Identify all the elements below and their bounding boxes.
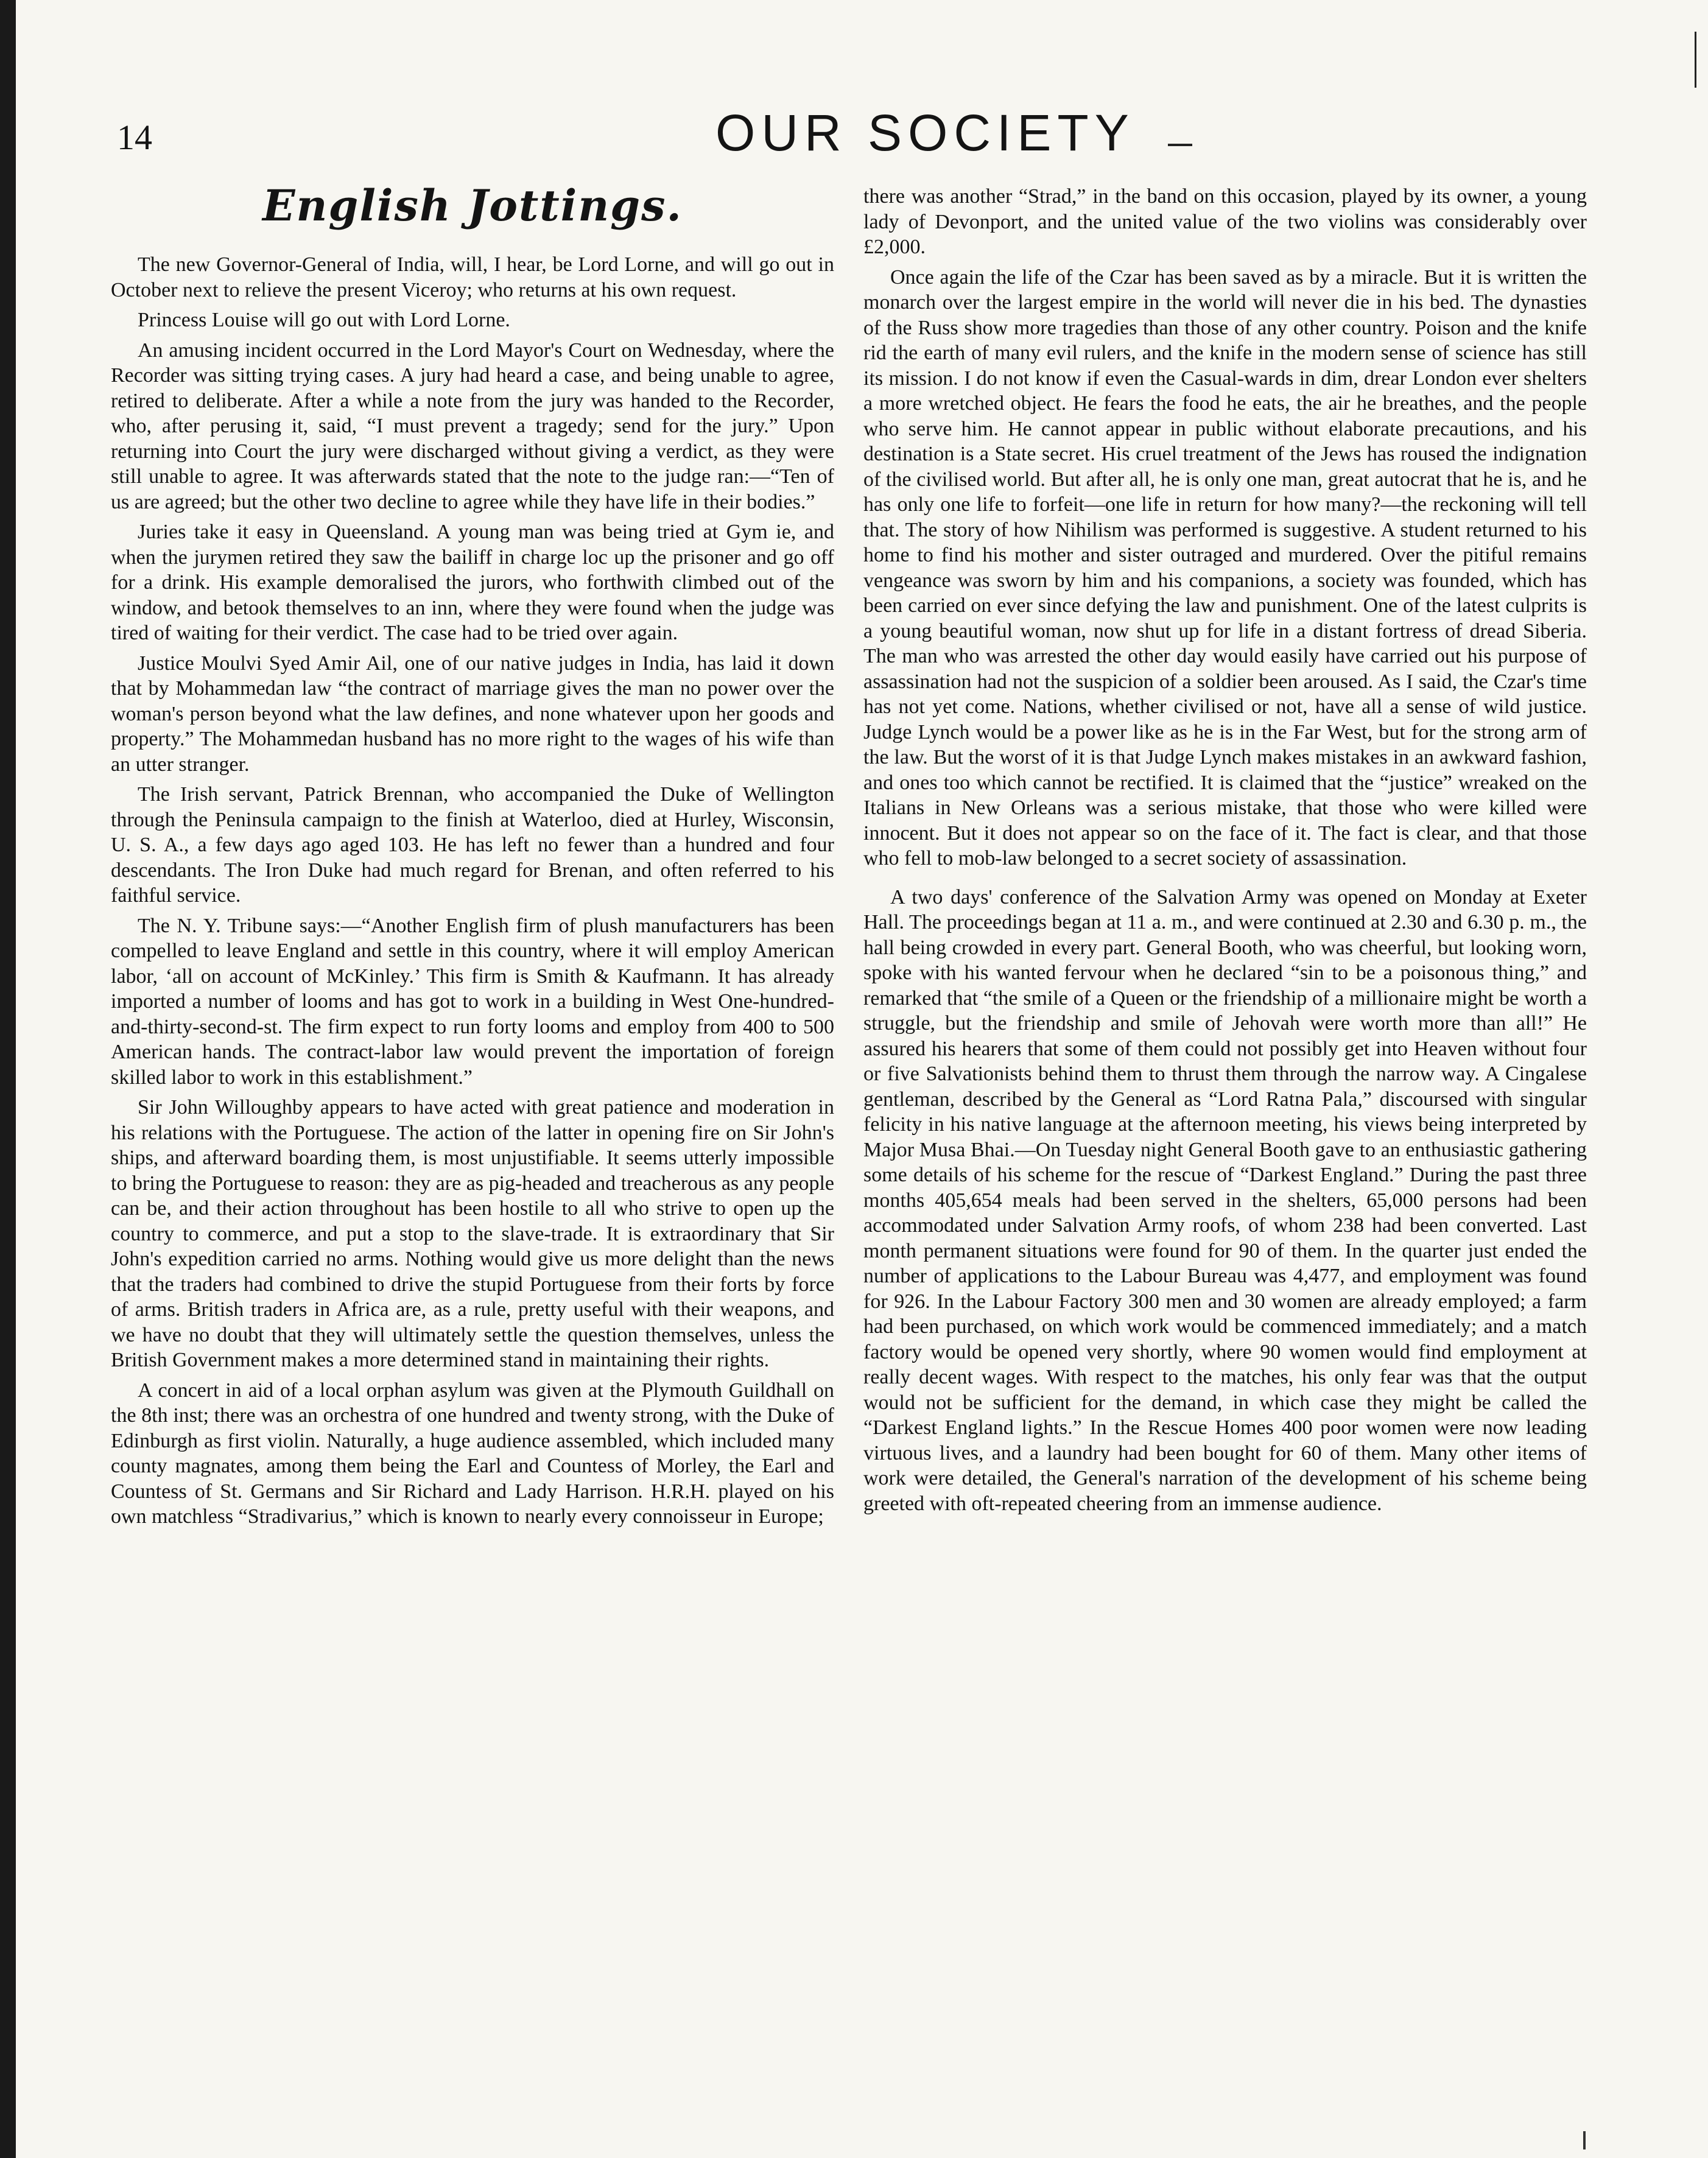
paragraph-lord-mayors-court: An amusing incident occurred in the Lord Mayor's Court on Wednesday, where the Recorder was sitting trying cases. A jury had heard a case, and being unable to agree, retired to deliberate. After a while a note from the jury was handed to the Recorder, who, after perusing it, said, “I must prevent a tragedy; send for the jury.” Upon returning into Court the jury were discharged without giving a verdict, as they were still unable to agree. It was afterwards stated that the note to the judge ran:—“Ten of us are agreed; but the other two decline to agree while they have life in their bodies.” — [111, 339, 834, 513]
paragraph-strad-continued: there was another “Strad,” in the band on this occasion, played by its owner, a young lady of Devonport, and the united value of the two violins was considerably over £2,000. — [863, 185, 1587, 258]
article-title: English Jottings. — [262, 180, 683, 231]
page-number: 14 — [117, 118, 152, 157]
paragraph-mohammedan-law: Justice Moulvi Syed Amir Ail, one of our native judges in India, has laid it down that by Mohammedan law “the contract of marriage gives the man no power over the woman's person beyond what the law defines, and none whatever upon her goods and property.” The Mohammedan husband has no more right to the wages of his wife than an utter stranger. — [111, 652, 834, 776]
paragraph-ny-tribune: The N. Y. Tribune says:—“Another English firm of plush manufacturers has been compelled to leave England and settle in this country, where it will employ American labor, ‘all on account of McKinley.’ This firm is Smith & Kaufmann. It has already imported a number of looms and has got to work in a building in West One-hundred-and-thirty-second-st. The firm expect to run forty looms and employ from 400 to 500 American hands. The contract-labor law would prevent the importation of foreign skilled labor to work in this establishment.” — [111, 914, 834, 1089]
paragraph-salvation-army: A two days' conference of the Salvation Army was opened on Monday at Exeter Hall. The proceedings began at 11 a. m., and were continued at 2.30 and 6.30 p. m., the hall being crowded in every part. General Booth, who was cheerful, but looking worn, spoke with his wanted fervour when he declared “sin to be a poisonous thing,” and remarked that “the smile of a Queen or the friendship of a millionaire might be worth a struggle, but the friendship and smile of Jehovah were worth more than all!” He assured his hearers that some of them could not possibly get into Heaven without four or five Salvationists behind them to thrust them through the narrow way. A Cingalese gentleman, described by the General as “Lord Ratna Pala,” discoursed with singular felicity in his native language at the afternoon meeting, his views being interpreted by Major Musa Bhai.—On Tuesday night General Booth gave to an enthusiastic gathering some details of his scheme for the rescue of “Darkest England.” During the past three months 405,654 meals had been served in the shelters, 65,000 persons had been accommodated under Salvation Army roofs, of whom 238 had been converted. Last month permanent situations were found for 90 of them. In the quarter just ended the number of applications to the Labour Bureau was 4,477, and employment was found for 926. In the Labour Factory 300 men and 30 women are already employed; a farm had been purchased, on which work would be commenced immediately; and a match factory would be opened very shortly, where 90 women would find employment at really decent wages. With respect to the matches, his only fear was that the output would not be sufficient for the demand, in which case they might be called the “Darkest England lights.” In the Rescue Homes 400 poor women were now leading virtuous lives, and a laundry had been bought for 60 of them. Many other items of work were detailed, the General's narration of the development of his scheme being greeted with oft-repeated cheering from an immense audience. — [863, 885, 1587, 1515]
paragraph-queensland-juries: Juries take it easy in Queensland. A young man was being tried at Gym ie, and when the jurymen retired they saw the bailiff in charge loc up the prisoner and go off for a drink. His example demoralised the jurors, who forthwith climbed out of the window, and betook themselves to an inn, where they were found when the judge was tired of waiting for their verdict. The case had to be tried over again. — [111, 521, 834, 644]
running-head: OUR SOCIETY — [715, 104, 1135, 161]
running-head-rule — [1168, 144, 1192, 146]
right-column — [863, 184, 1587, 1521]
paragraph-sir-john-willoughby: Sir John Willoughby appears to have acted with great patience and moderation in his relations with the Portuguese. The action of the latter in opening fire on Sir John's ships, and afterward boarding them, is most unjustifiable. It seems utterly impossible to bring the Portuguese to reason: they are as pig-headed and treacherous as any people can be, and their action throughout has been hostile to all who strive to open up the country to commerce, and put a stop to the slave-trade. It is extraordinary that Sir John's expedition carried no arms. Nothing would give us more delight than the news that the traders had combined to drive the stupid Portuguese from their forts by force of arms. British traders in Africa are, as a rule, pretty useful with their weapons, and we have no doubt that they will ultimately settle the question themselves, unless the British Government makes a more determined stand in maintaining their rights. — [111, 1096, 834, 1371]
paragraph-governor-general: The new Governor-General of India, will, I hear, be Lord Lorne, and will go out in October next to relieve the present Viceroy; who returns at his own request. — [111, 253, 834, 301]
paragraph-czar: Once again the life of the Czar has been saved as by a miracle. But it is written the monarch over the largest empire in the world will never die in his bed. The dynasties of the Russ show more tragedies than those of any other country. Poison and the knife rid the earth of many evil rulers, and the knife in the modern sense of science has still its mission. I do not know if even the Casual-wards in dim, drear London ever shelters a more wretched object. He fears the food he eats, the air he breathes, and the people who serve him. He cannot appear in public without elaborate precautions, and his destination is a State secret. His cruel treatment of the Jews has roused the indignation of the civilised world. But after all, he is only one man, great autocrat that he is, and he has only one life to forfeit—one life in return for how many?—the reckoning will tell that. The story of how Nihilism was performed is suggestive. A student returned to his home to find his mother and sister outraged and murdered. Over the pitiful remains vengeance was sworn by him and his companions, a society was founded, which has been carried on ever since defying the law and punishment. One of the latest culprits is a young beautiful woman, now shut up for life in a distant fortress of dread Siberia. The man who was arrested the other day would easily have carried out his purpose of assassination had not the suspicion of a soldier been aroused. As I said, the Czar's time has not yet come. Nations, whether civilised or not, have all a sense of wild justice. Judge Lynch would be a power like as he is in the Far West, but for the strong arm of the law. But the worst of it is that Judge Lynch makes mistakes in an awkward fashion, and ones too which cannot be rectified. It is claimed that the “justice” wreaked on the Italians in New Orleans was a serious mistake, that those who were killed were innocent. But it does not appear so on the face of it. The fact is clear, and that those who fell to mob-law belonged to a secret society of assassination. — [863, 265, 1587, 870]
paragraph-patrick-brennan: The Irish servant, Patrick Brennan, who accompanied the Duke of Wellington through the Peninsula campaign to the finish at Waterloo, died at Hurley, Wisconsin, U. S. A., a few days ago aged 103. He has left no fewer than a hundred and four descendants. The Iron Duke had much regard for Brenan, and often referred to his faithful service. — [111, 783, 834, 907]
left-column — [111, 180, 834, 1534]
paragraph-plymouth-concert: A concert in aid of a local orphan asylum was given at the Plymouth Guildhall on the 8th inst; there was an orchestra of one hundred and twenty strong, with the Duke of Edinburgh as first violin. Naturally, a huge audience assembled, which included many county magnates, among them being the Earl and Countess of Morley, the Earl and Countess of St. Germans and Sir Richard and Lady Harrison. H.R.H. played on his own matchless “Stradivarius,” which is known to nearly every connoisseur in Europe; — [111, 1379, 834, 1528]
paragraph-princess-louise: Princess Louise will go out with Lord Lorne. — [138, 309, 510, 331]
scan-bottom-mark — [1583, 2131, 1586, 2149]
scan-left-edge — [0, 0, 16, 2158]
scan-edge-mark — [1695, 32, 1696, 88]
